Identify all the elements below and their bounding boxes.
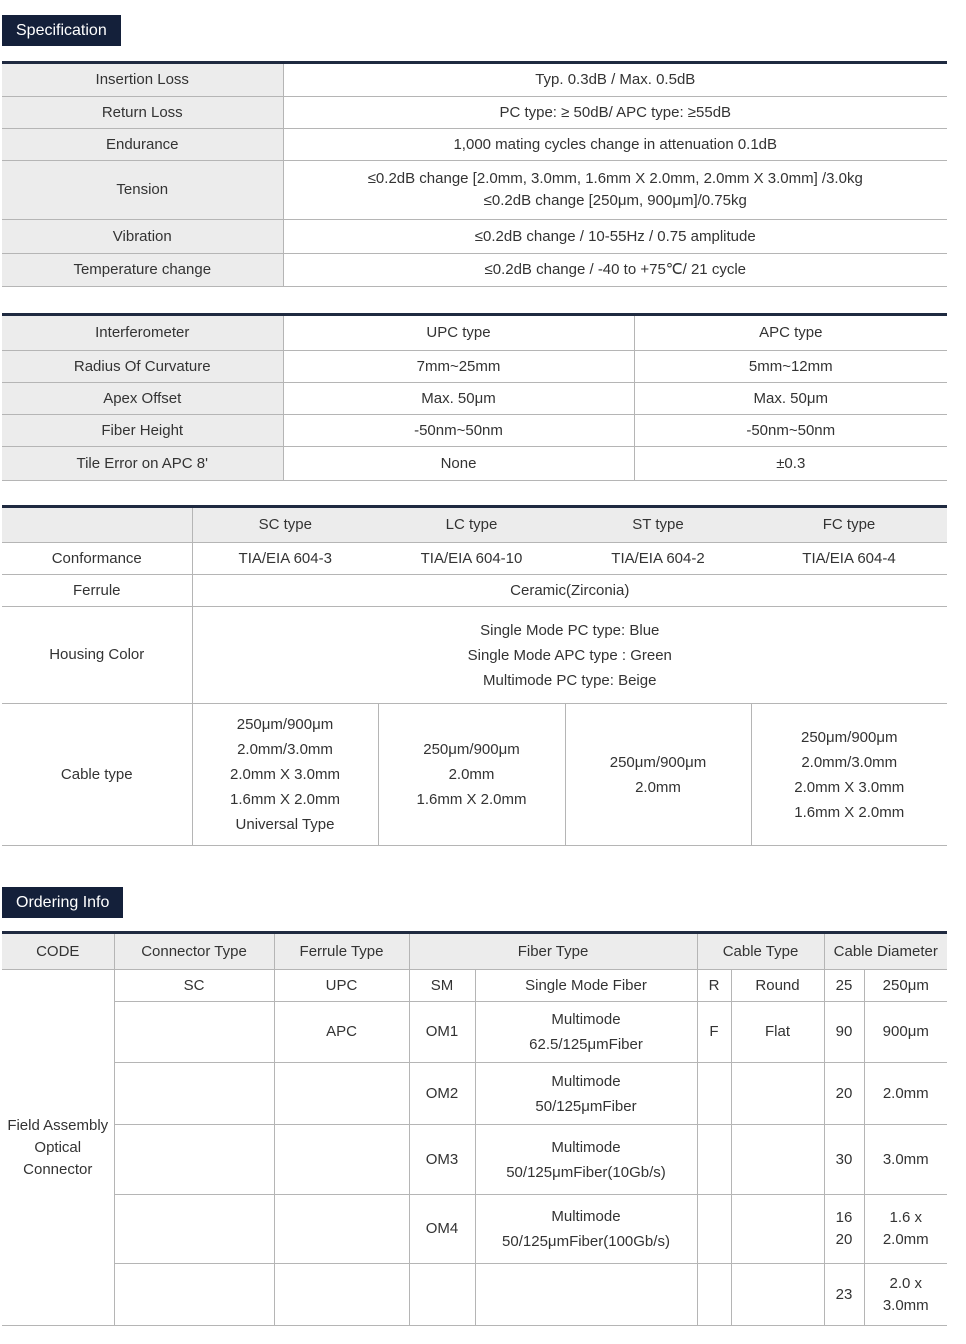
cable-name: Round [731, 970, 824, 1002]
cable-type-lc [378, 704, 565, 846]
ordering-table [2, 931, 947, 1326]
code-line: Connector [23, 1160, 93, 1178]
row-label: Cable type [2, 704, 192, 846]
header-cell: LC type [378, 507, 565, 543]
cable-empty [697, 1125, 731, 1195]
diameter-value-line: 2.0mm [882, 1231, 929, 1248]
header-cable-diameter: Cable Diameter [824, 933, 947, 970]
cell: TIA/EIA 604-4 [751, 543, 947, 575]
cable-code: R [697, 970, 731, 1002]
diameter-value [864, 1264, 947, 1326]
fiber-desc [475, 1125, 697, 1195]
cable-empty [731, 1063, 824, 1125]
cable-empty [731, 1125, 824, 1195]
ferrule-empty [274, 1195, 409, 1264]
row-label: Conformance [2, 543, 192, 575]
row-label: Insertion Loss [2, 63, 283, 97]
header-ferrule-type: Ferrule Type [274, 933, 409, 970]
ordering-info-heading: Ordering Info [2, 887, 123, 918]
housing-color-cell [192, 607, 947, 704]
cable-line: 2.0mm [635, 778, 681, 796]
cell: Ceramic(Zirconia) [192, 575, 947, 607]
diameter-code: 23 [824, 1264, 864, 1326]
fiber-desc [475, 1195, 697, 1264]
cable-type-sc [192, 704, 378, 846]
row-label: Radius Of Curvature [2, 351, 283, 383]
fiber-code: OM2 [409, 1063, 475, 1125]
diameter-code: 30 [824, 1125, 864, 1195]
cell: ±0.3 [634, 447, 947, 481]
fiber-desc-line: Multimode [551, 1072, 621, 1090]
fiber-desc-line: Multimode [551, 1138, 621, 1156]
header-connector-type: Connector Type [114, 933, 274, 970]
diameter-value: 900μm [864, 1002, 947, 1063]
cable-line: 2.0mm X 3.0mm [229, 766, 341, 783]
diameter-code: 90 [824, 1002, 864, 1063]
fiber-desc-line: 62.5/125μmFiber [529, 1036, 643, 1053]
row-label: Ferrule [2, 575, 192, 607]
cable-empty [697, 1063, 731, 1125]
ferrule-empty [274, 1264, 409, 1326]
housing-line: Multimode PC type: Beige [483, 671, 657, 689]
spec-table-general [2, 61, 947, 287]
cable-line: 2.0mm X 3.0mm [794, 778, 905, 796]
specification-heading: Specification [2, 15, 121, 46]
header-cell: Interferometer [2, 315, 283, 351]
row-label: Tile Error on APC 8' [2, 447, 283, 481]
diameter-code-line: 16 [835, 1209, 853, 1226]
fiber-code: OM3 [409, 1125, 475, 1195]
fiber-desc-line: Multimode [551, 1208, 621, 1225]
header-cell: ST type [565, 507, 751, 543]
tension-line-2: ≤0.2dB change [250μm, 900μm]/0.75kg [483, 192, 747, 209]
ferrule-empty [274, 1063, 409, 1125]
cable-empty [697, 1195, 731, 1264]
cable-line: 250μm/900μm [236, 716, 334, 733]
header-cell [2, 507, 192, 543]
cable-line: 250μm/900μm [609, 753, 707, 771]
code-line: Field Assembly [7, 1116, 109, 1134]
row-label: Tension [2, 161, 283, 220]
fiber-empty [475, 1264, 697, 1326]
cable-line: 2.0mm/3.0mm [237, 741, 333, 758]
row-value: PC type: ≥ 50dB/ APC type: ≥55dB [283, 97, 947, 129]
cell: -50nm~50nm [634, 415, 947, 447]
row-label: Return Loss [2, 97, 283, 129]
cell: 5mm~12mm [634, 351, 947, 383]
fiber-desc [475, 1002, 697, 1063]
cell: TIA/EIA 604-10 [378, 543, 565, 575]
connector-empty [114, 1195, 274, 1264]
cable-line: 1.6mm X 2.0mm [229, 791, 341, 808]
cable-line: 2.0mm [448, 766, 495, 783]
diameter-code: 25 [824, 970, 864, 1002]
fiber-code: OM1 [409, 1002, 475, 1063]
row-value: 1,000 mating cycles change in attenuation 0.1dB [283, 129, 947, 161]
fiber-code: OM4 [409, 1195, 475, 1264]
connector-empty [114, 1264, 274, 1326]
header-cell: FC type [751, 507, 947, 543]
header-cable-type: Cable Type [697, 933, 824, 970]
header-cell: APC type [634, 315, 947, 351]
cable-line: 1.6mm X 2.0mm [794, 803, 905, 821]
fiber-desc-line: 50/125μmFiber [535, 1097, 637, 1115]
fiber-desc-line: 50/125μmFiber(100Gb/s) [502, 1233, 670, 1250]
cable-line: 1.6mm X 2.0mm [416, 791, 527, 808]
diameter-value: 3.0mm [864, 1125, 947, 1195]
ferrule-apc: APC [274, 1002, 409, 1063]
cell: 7mm~25mm [283, 351, 634, 383]
diameter-value-line: 3.0mm [882, 1296, 929, 1314]
ferrule-empty [274, 1125, 409, 1195]
cable-code: F [697, 1002, 731, 1063]
cable-line: 250μm/900μm [801, 728, 898, 746]
fiber-desc: Single Mode Fiber [475, 970, 697, 1002]
header-cell: SC type [192, 507, 378, 543]
diameter-value [864, 1195, 947, 1264]
spec-table-interferometer [2, 313, 947, 481]
cable-line: 2.0mm/3.0mm [801, 753, 898, 771]
connector-sc: SC [114, 970, 274, 1002]
spec-table-connector-types [2, 505, 947, 846]
connector-empty [114, 1002, 274, 1063]
cell: Max. 50μm [634, 383, 947, 415]
row-value: ≤0.2dB change / -40 to +75℃/ 21 cycle [283, 254, 947, 287]
cell: -50nm~50nm [283, 415, 634, 447]
fiber-desc-line: Multimode [551, 1011, 621, 1028]
cable-type-st [565, 704, 751, 846]
row-label: Vibration [2, 220, 283, 254]
diameter-value: 250μm [864, 970, 947, 1002]
fiber-empty [409, 1264, 475, 1326]
diameter-value-line: 2.0 x [889, 1274, 923, 1292]
row-label: Fiber Height [2, 415, 283, 447]
connector-empty [114, 1063, 274, 1125]
cable-empty [731, 1195, 824, 1264]
cable-empty [731, 1264, 824, 1326]
cable-empty [697, 1264, 731, 1326]
row-value: ≤0.2dB change / 10-55Hz / 0.75 amplitude [283, 220, 947, 254]
cell: None [283, 447, 634, 481]
diameter-code [824, 1195, 864, 1264]
cable-line: Universal Type [235, 816, 335, 833]
row-value: Typ. 0.3dB / Max. 0.5dB [283, 63, 947, 97]
diameter-value: 2.0mm [864, 1063, 947, 1125]
cable-name: Flat [731, 1002, 824, 1063]
housing-line: Single Mode APC type : Green [467, 646, 672, 664]
housing-line: Single Mode PC type: Blue [480, 621, 660, 639]
diameter-code-line: 20 [835, 1231, 853, 1248]
connector-empty [114, 1125, 274, 1195]
cable-type-fc [751, 704, 947, 846]
code-line: Optical [34, 1138, 82, 1156]
tension-line-1: ≤0.2dB change [2.0mm, 3.0mm, 1.6mm X 2.0mm, 2.0mm X 3.0mm] /3.0kg [367, 170, 863, 187]
header-cell: UPC type [283, 315, 634, 351]
cable-line: 250μm/900μm [423, 741, 520, 758]
fiber-code: SM [409, 970, 475, 1002]
cell: Max. 50μm [283, 383, 634, 415]
cell: TIA/EIA 604-3 [192, 543, 378, 575]
ferrule-upc: UPC [274, 970, 409, 1002]
row-label: Temperature change [2, 254, 283, 287]
header-code: CODE [2, 933, 114, 970]
row-label: Housing Color [2, 607, 192, 704]
diameter-value-line: 1.6 x [889, 1209, 923, 1226]
row-label: Endurance [2, 129, 283, 161]
header-fiber-type: Fiber Type [409, 933, 697, 970]
row-value [283, 161, 947, 220]
code-label [2, 970, 114, 1326]
fiber-desc [475, 1063, 697, 1125]
row-label: Apex Offset [2, 383, 283, 415]
cell: TIA/EIA 604-2 [565, 543, 751, 575]
fiber-desc-line: 50/125μmFiber(10Gb/s) [506, 1163, 666, 1181]
diameter-code: 20 [824, 1063, 864, 1125]
